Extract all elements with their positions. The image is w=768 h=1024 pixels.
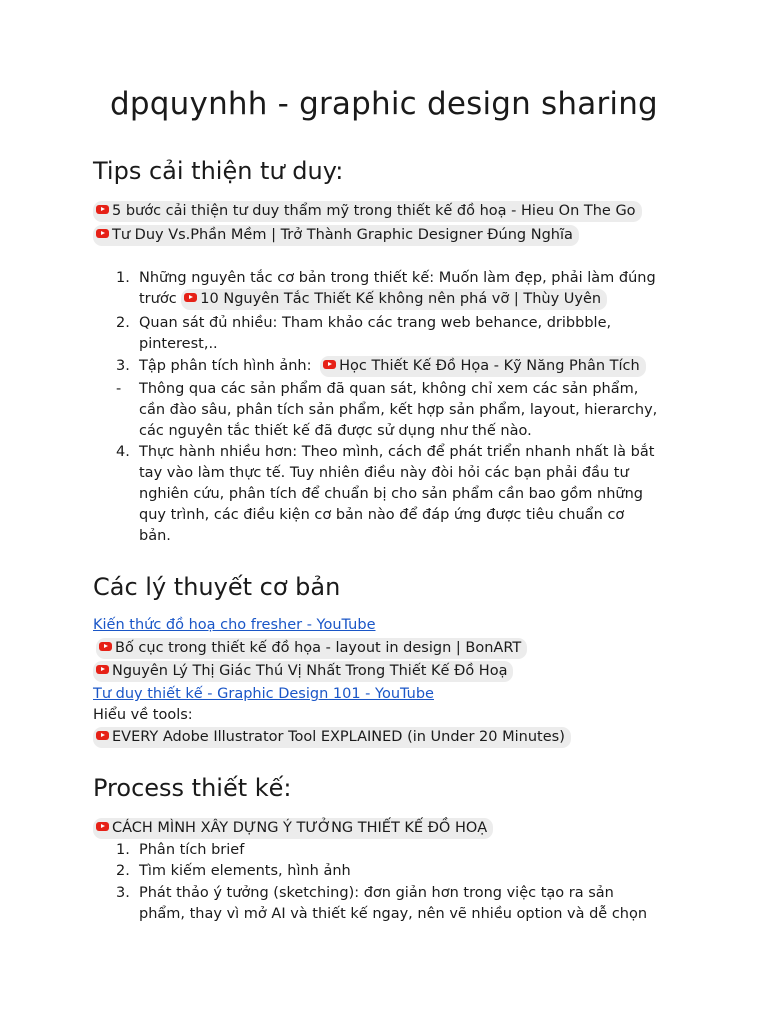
list-marker: 1. <box>116 270 130 286</box>
youtube-icon <box>96 731 109 740</box>
link-row <box>93 615 376 636</box>
video-link-row <box>93 727 571 748</box>
heading-theory: Các lý thuyết cơ bản <box>93 573 341 601</box>
youtube-icon <box>96 822 109 831</box>
youtube-icon <box>96 665 109 674</box>
list-marker: 1. <box>116 842 130 858</box>
list-item-text: phẩm, thay vì mở AI và thiết kế ngay, nên vẽ nhiều option và dễ chọn <box>139 906 648 922</box>
youtube-link-chip[interactable] <box>181 289 607 310</box>
youtube-icon <box>99 642 112 651</box>
youtube-link-chip[interactable] <box>320 356 646 377</box>
video-link-row <box>93 201 642 222</box>
list-marker: 3. <box>116 358 130 374</box>
youtube-link-chip[interactable] <box>96 638 527 659</box>
youtube-icon <box>184 293 197 302</box>
list-item-text: Tìm kiếm elements, hình ảnh <box>139 863 351 879</box>
video-link-row <box>93 661 513 682</box>
document-title: dpquynhh - graphic design sharing <box>110 86 658 122</box>
list-marker: - <box>116 381 122 397</box>
chip-label: Tư Duy Vs.Phần Mềm | Trở Thành Graphic Designer Đúng Nghĩa <box>112 227 573 243</box>
list-item-text: Tập phân tích hình ảnh: <box>139 358 312 374</box>
chip-label: EVERY Adobe Illustrator Tool EXPLAINED (in Under 20 Minutes) <box>112 729 565 745</box>
video-link-row <box>93 818 493 839</box>
list-marker: 4. <box>116 444 130 460</box>
list-marker: 2. <box>116 863 130 879</box>
list-item-text: cần đào sâu, phân tích sản phẩm, kết hợp sản phẩm, layout, hierarchy, <box>139 402 658 418</box>
list-item-text: các nguyên tắc thiết kế đã được sử dụng như thế nào. <box>139 423 532 439</box>
youtube-link-chip[interactable] <box>93 201 642 222</box>
list-item-text: Quan sát đủ nhiều: Tham khảo các trang web behance, dribbble, <box>139 315 612 331</box>
video-link-row <box>96 638 527 659</box>
list-item-text: Phân tích brief <box>139 842 245 858</box>
youtube-icon <box>323 360 336 369</box>
youtube-playlist-link[interactable]: Kiến thức đồ hoạ cho fresher - YouTube <box>93 617 376 633</box>
youtube-link-chip[interactable] <box>93 661 513 682</box>
chip-label: CÁCH MÌNH XÂY DỰNG Ý TƯỞNG THIẾT KẾ ĐỒ HOẠ <box>112 820 488 836</box>
video-link-row <box>93 225 579 246</box>
list-item-text: bản. <box>139 528 171 544</box>
list-item-text: pinterest,.. <box>139 336 218 352</box>
chip-label: Học Thiết Kế Đồ Họa - Kỹ Năng Phân Tích <box>339 358 640 374</box>
list-marker: 2. <box>116 315 130 331</box>
list-item-text: Những nguyên tắc cơ bản trong thiết kế: Muốn làm đẹp, phải làm đúng <box>139 270 656 286</box>
youtube-link-chip[interactable] <box>93 225 579 246</box>
list-item-text: Phát thảo ý tưởng (sketching): đơn giản hơn trong việc tạo ra sản <box>139 885 614 901</box>
list-item-text: Thực hành nhiều hơn: Theo mình, cách để phát triển nhanh nhất là bắt <box>139 444 655 460</box>
list-item-text: nghiên cứu, phân tích để chuẩn bị cho sản phẩm cần bao gồm những <box>139 486 643 502</box>
link-row <box>93 684 434 705</box>
youtube-link-chip[interactable] <box>93 727 571 748</box>
chip-label: Bố cục trong thiết kế đồ họa - layout in design | BonART <box>115 640 522 656</box>
youtube-icon <box>96 205 109 214</box>
heading-tips: Tips cải thiện tư duy: <box>93 157 344 185</box>
chip-label: 10 Nguyên Tắc Thiết Kế không nên phá vỡ | Thùy Uyên <box>200 291 602 307</box>
chip-label: 5 bước cải thiện tư duy thẩm mỹ trong thiết kế đồ hoạ - Hieu On The Go <box>112 203 636 219</box>
list-item-text: tay vào làm thực tế. Tuy nhiên điều này đòi hỏi các bạn phải đầu tư <box>139 465 629 481</box>
youtube-link-chip[interactable] <box>93 818 493 839</box>
list-item-text: quy trình, các điều kiện cơ bản nào để đáp ứng được tiêu chuẩn cơ <box>139 507 625 523</box>
heading-process: Process thiết kế: <box>93 774 292 802</box>
youtube-playlist-link[interactable]: Tư duy thiết kế - Graphic Design 101 - YouTube <box>93 686 434 702</box>
list-item-text: trước <box>139 291 177 307</box>
youtube-icon <box>96 229 109 238</box>
tools-label: Hiểu về tools: <box>93 707 193 723</box>
chip-label: Nguyên Lý Thị Giác Thú Vị Nhất Trong Thiết Kế Đồ Hoạ <box>112 663 508 679</box>
list-item-text: Thông qua các sản phẩm đã quan sát, không chỉ xem các sản phẩm, <box>139 381 639 397</box>
list-marker: 3. <box>116 885 130 901</box>
